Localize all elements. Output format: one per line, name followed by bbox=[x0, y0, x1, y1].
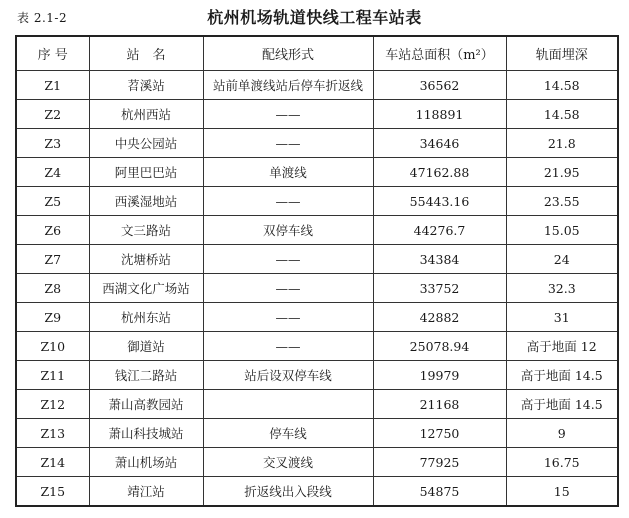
cell-name: 文三路站 bbox=[89, 216, 203, 245]
table-row bbox=[16, 129, 618, 158]
cell-name: 杭州西站 bbox=[89, 100, 203, 129]
cell-area: 55443.16 bbox=[373, 187, 506, 216]
cell-depth: 31 bbox=[506, 303, 618, 332]
cell-depth: 15 bbox=[506, 477, 618, 507]
cell-depth: 高于地面 14.5 bbox=[506, 361, 618, 390]
table-body bbox=[16, 71, 618, 507]
cell-name: 杭州东站 bbox=[89, 303, 203, 332]
cell-area: 34384 bbox=[373, 245, 506, 274]
cell-depth: 9 bbox=[506, 419, 618, 448]
cell-area: 42882 bbox=[373, 303, 506, 332]
cell-track: 站后设双停车线 bbox=[203, 361, 373, 390]
cell-no: Z12 bbox=[16, 390, 89, 419]
table-row bbox=[16, 187, 618, 216]
cell-depth: 32.3 bbox=[506, 274, 618, 303]
cell-area: 54875 bbox=[373, 477, 506, 507]
cell-name: 沈塘桥站 bbox=[89, 245, 203, 274]
table-title: 杭州机场轨道快线工程车站表 bbox=[207, 8, 422, 27]
header-cell-no: 序 号 bbox=[16, 36, 89, 71]
cell-area: 47162.88 bbox=[373, 158, 506, 187]
cell-no: Z5 bbox=[16, 187, 89, 216]
table-caption bbox=[0, 0, 629, 30]
cell-name: 西溪湿地站 bbox=[89, 187, 203, 216]
cell-track: 折返线出入段线 bbox=[203, 477, 373, 507]
header-cell-area: 车站总面积（m²） bbox=[373, 36, 506, 71]
header-cell-name: 站 名 bbox=[89, 36, 203, 71]
cell-area: 33752 bbox=[373, 274, 506, 303]
station-table bbox=[15, 35, 619, 507]
cell-track: —— bbox=[203, 274, 373, 303]
cell-depth: 21.95 bbox=[506, 158, 618, 187]
cell-no: Z3 bbox=[16, 129, 89, 158]
header-row bbox=[16, 36, 618, 71]
cell-area: 118891 bbox=[373, 100, 506, 129]
cell-area: 77925 bbox=[373, 448, 506, 477]
cell-name: 御道站 bbox=[89, 332, 203, 361]
cell-area: 36562 bbox=[373, 71, 506, 100]
cell-depth: 14.58 bbox=[506, 100, 618, 129]
cell-name: 西湖文化广场站 bbox=[89, 274, 203, 303]
cell-track: 单渡线 bbox=[203, 158, 373, 187]
cell-track: 交叉渡线 bbox=[203, 448, 373, 477]
cell-depth: 16.75 bbox=[506, 448, 618, 477]
cell-area: 34646 bbox=[373, 129, 506, 158]
header-cell-track: 配线形式 bbox=[203, 36, 373, 71]
cell-name: 阿里巴巴站 bbox=[89, 158, 203, 187]
table-number: 表 2.1-2 bbox=[17, 11, 68, 25]
cell-no: Z11 bbox=[16, 361, 89, 390]
table-row bbox=[16, 419, 618, 448]
cell-area: 44276.7 bbox=[373, 216, 506, 245]
cell-name: 苕溪站 bbox=[89, 71, 203, 100]
cell-no: Z13 bbox=[16, 419, 89, 448]
table-row bbox=[16, 448, 618, 477]
cell-no: Z15 bbox=[16, 477, 89, 507]
cell-name: 萧山机场站 bbox=[89, 448, 203, 477]
cell-name: 萧山高教园站 bbox=[89, 390, 203, 419]
cell-no: Z7 bbox=[16, 245, 89, 274]
cell-track: —— bbox=[203, 129, 373, 158]
cell-area: 12750 bbox=[373, 419, 506, 448]
table-row bbox=[16, 245, 618, 274]
cell-depth: 24 bbox=[506, 245, 618, 274]
table-row bbox=[16, 332, 618, 361]
cell-no: Z14 bbox=[16, 448, 89, 477]
cell-track: —— bbox=[203, 303, 373, 332]
cell-track: 站前单渡线站后停车折返线 bbox=[203, 71, 373, 100]
cell-track: —— bbox=[203, 100, 373, 129]
cell-track: —— bbox=[203, 187, 373, 216]
cell-depth: 高于地面 14.5 bbox=[506, 390, 618, 419]
table-row bbox=[16, 71, 618, 100]
cell-area: 19979 bbox=[373, 361, 506, 390]
table-row bbox=[16, 158, 618, 187]
header-cell-depth: 轨面埋深 bbox=[506, 36, 618, 71]
cell-track: —— bbox=[203, 245, 373, 274]
cell-name: 钱江二路站 bbox=[89, 361, 203, 390]
table-row bbox=[16, 100, 618, 129]
cell-track bbox=[203, 390, 373, 419]
cell-area: 21168 bbox=[373, 390, 506, 419]
cell-track: —— bbox=[203, 332, 373, 361]
table-row bbox=[16, 216, 618, 245]
table-row bbox=[16, 390, 618, 419]
cell-no: Z10 bbox=[16, 332, 89, 361]
cell-no: Z2 bbox=[16, 100, 89, 129]
table-row bbox=[16, 303, 618, 332]
cell-area: 25078.94 bbox=[373, 332, 506, 361]
table-row bbox=[16, 361, 618, 390]
cell-no: Z1 bbox=[16, 71, 89, 100]
cell-depth: 高于地面 12 bbox=[506, 332, 618, 361]
cell-depth: 23.55 bbox=[506, 187, 618, 216]
cell-name: 中央公园站 bbox=[89, 129, 203, 158]
cell-depth: 21.8 bbox=[506, 129, 618, 158]
table-row bbox=[16, 477, 618, 507]
cell-depth: 14.58 bbox=[506, 71, 618, 100]
cell-depth: 15.05 bbox=[506, 216, 618, 245]
cell-track: 停车线 bbox=[203, 419, 373, 448]
cell-name: 萧山科技城站 bbox=[89, 419, 203, 448]
cell-track: 双停车线 bbox=[203, 216, 373, 245]
cell-no: Z8 bbox=[16, 274, 89, 303]
cell-name: 靖江站 bbox=[89, 477, 203, 507]
cell-no: Z9 bbox=[16, 303, 89, 332]
cell-no: Z6 bbox=[16, 216, 89, 245]
table-row bbox=[16, 274, 618, 303]
cell-no: Z4 bbox=[16, 158, 89, 187]
